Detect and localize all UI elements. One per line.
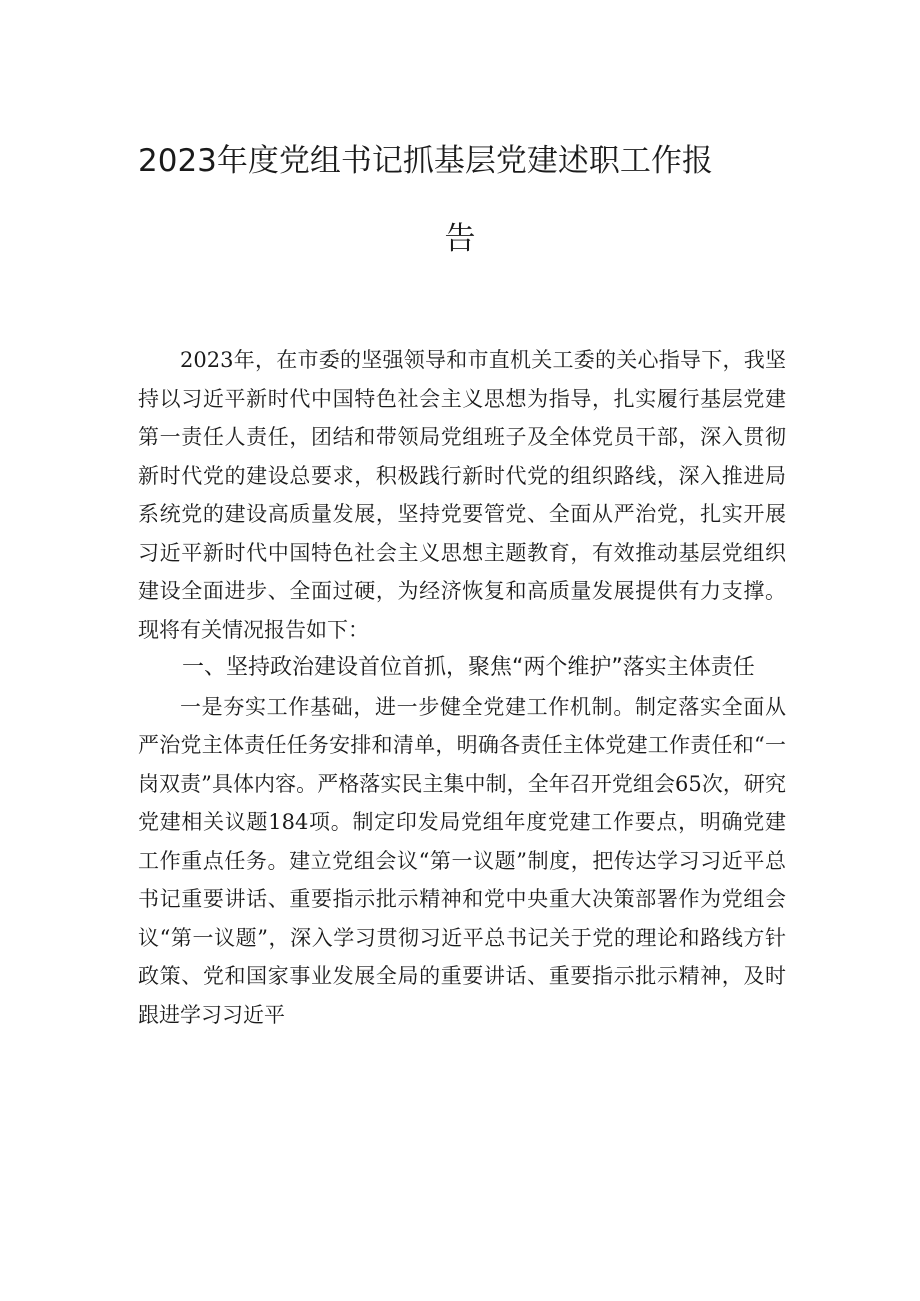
document-body: [138, 341, 786, 1034]
section-1-paragraph: 一是夯实工作基础，进一步健全党建工作机制。制定落实全面从严治党主体责任任务安排和清单，明确各责任主体党建工作责任和“一岗双责”具体内容。严格落实民主集中制，全年召开党组会65次，研究党建相关议题184项。制定印发局党组年度党建工作要点，明确党建工作重点任务。建立党组会议“第一议题”制度，把传达学习习近平总书记重要讲话、重要指示批示精神和党中央重大决策部署作为党组会议“第一议题”，深入学习贯彻习近平总书记关于党的理论和路线方针政策、党和国家事业发展全局的重要讲话、重要指示批示精神，及时跟进学习习近平: [138, 694, 786, 1027]
title-line-1: 2023年度党组书记抓基层党建述职工作报: [138, 143, 713, 179]
document-title: [138, 122, 798, 278]
title-line-2: 告: [444, 221, 476, 257]
intro-paragraph: 2023年，在市委的坚强领导和市直机关工委的关心指导下，我坚持以习近平新时代中国特色社会主义思想为指导，扎实履行基层党建第一责任人责任，团结和带领局党组班子及全体党员干部，深入贯彻新时代党的建设总要求，积极践行新时代党的组织路线，深入推进局系统党的建设高质量发展，坚持党要管党、全面从严治党，扎实开展习近平新时代中国特色社会主义思想主题教育，有效推动基层党组织建设全面进步、全面过硬，为经济恢复和高质量发展提供有力支撑。现将有关情况报告如下：: [138, 348, 786, 642]
section-1-heading: 一、坚持政治建设首位首抓，聚焦“两个维护”落实主体责任: [182, 655, 755, 680]
